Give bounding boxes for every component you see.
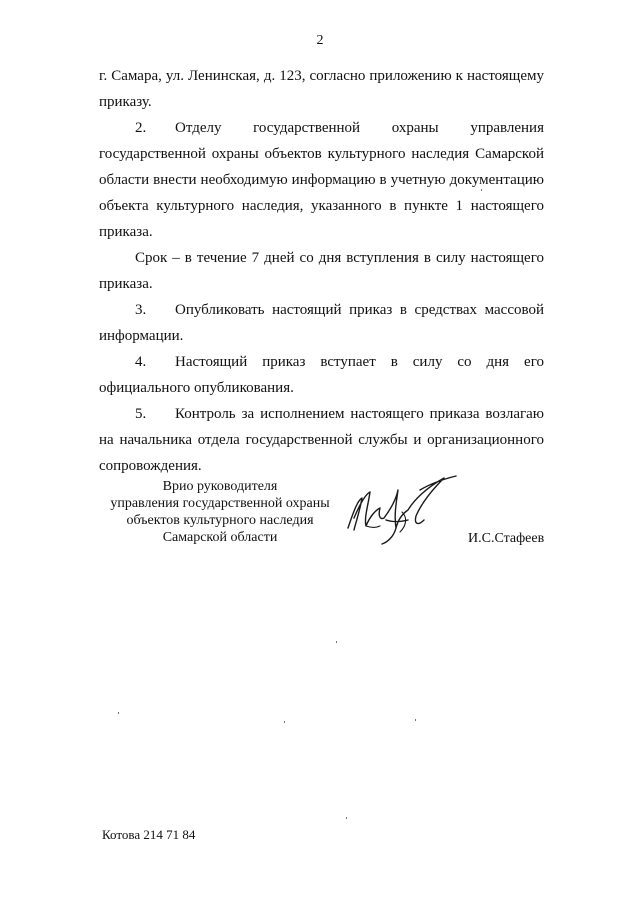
paragraph-continuation — [99, 63, 544, 115]
paragraph-text: Отделу государственной охраны управления государственной охраны объектов культурного наследия Самарской области внести необходимую информацию в учетную документацию объекта культурного наследия, указанного в пункте 1 настоящего приказа. — [99, 120, 544, 240]
signatory-title-line: управления государственной охраны — [110, 496, 330, 511]
paragraph-item-4 — [99, 349, 544, 401]
scan-speck — [481, 189, 482, 191]
handwritten-signature — [336, 470, 476, 550]
page-number: 2 — [316, 33, 324, 48]
signatory-title-line: Врио руководителя — [162, 479, 278, 494]
signatory-title-line: объектов культурного наследия — [126, 513, 314, 528]
signatory-title — [100, 478, 340, 546]
signatory-title-line: Самарской области — [162, 530, 278, 545]
paragraph-number: 4. — [135, 354, 147, 370]
scan-speck — [336, 641, 337, 643]
document-body — [99, 63, 544, 479]
paragraph-text: Опубликовать настоящий приказ в средствах массовой информации. — [99, 302, 544, 344]
paragraph-deadline — [99, 245, 544, 297]
scan-speck — [346, 817, 347, 819]
signer-name: И.С.Стафеев — [468, 531, 545, 546]
paragraph-text: Срок – в течение 7 дней со дня вступления в силу настоящего приказа. — [99, 250, 544, 292]
paragraph-item-2 — [99, 115, 544, 245]
paragraph-number: 2. — [135, 120, 147, 136]
paragraph-number: 5. — [135, 406, 147, 422]
scan-speck — [415, 719, 416, 721]
scan-speck — [284, 721, 285, 723]
paragraph-text: Контроль за исполнением настоящего приказа возлагаю на начальника отдела государственной службы и организационного сопровождения. — [99, 406, 544, 474]
paragraph-text: г. Самара, ул. Ленинская, д. 123, согласно приложению к настоящему приказу. — [99, 68, 544, 110]
scan-speck — [118, 712, 119, 714]
paragraph-number: 3. — [135, 302, 147, 318]
footer-contact: Котова 214 71 84 — [102, 827, 196, 842]
paragraph-text: Настоящий приказ вступает в силу со дня его официального опубликования. — [99, 354, 544, 396]
paragraph-item-3 — [99, 297, 544, 349]
paragraph-item-5 — [99, 401, 544, 479]
